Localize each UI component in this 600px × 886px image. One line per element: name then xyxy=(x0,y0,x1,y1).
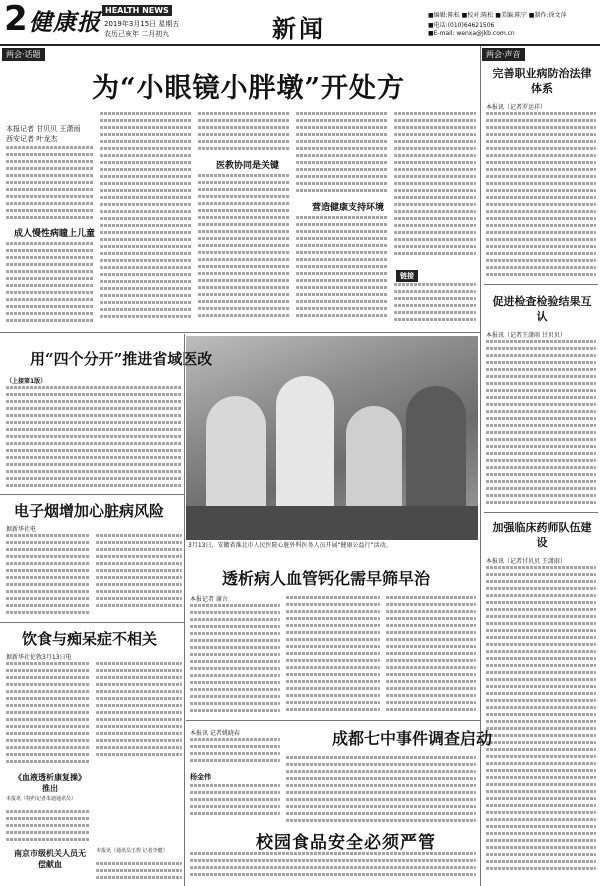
subhead-1: 成人慢性病瞳上儿童 xyxy=(14,229,96,239)
ecig-byline: 据新华社电 xyxy=(6,526,37,533)
page-number: 2 xyxy=(4,0,28,39)
dialysis-byline: 本报记者 谢言 xyxy=(190,596,228,603)
opinion-byline: 杨金伟 xyxy=(190,773,211,781)
newspaper-logo: 健康报 xyxy=(29,9,101,36)
contact-phone: ■电话:(010)64621506 xyxy=(428,22,495,29)
right-rule-2 xyxy=(484,512,598,513)
section-title: 新闻 xyxy=(272,14,326,43)
right-article-1-title: 完善职业病防治法律体系 xyxy=(492,67,592,95)
link-box-label: 链接 xyxy=(396,270,418,282)
main-byline-2: 西安记者 叶龙杰 xyxy=(6,135,58,143)
nanjing-body xyxy=(96,862,182,884)
ecig-title: 电子烟增加心脏病风险 xyxy=(14,502,165,520)
main-headline: 为“小眼镜小胖墩”开处方 xyxy=(92,73,406,104)
dialysis-body-2 xyxy=(286,596,380,716)
right-column-rule xyxy=(480,46,481,886)
rule-four-separation xyxy=(0,494,184,495)
right-article-3-title: 加强临床药师队伍建设 xyxy=(492,521,592,549)
section-tag-right: 两会·声音 xyxy=(482,48,525,61)
chengdu-body-right xyxy=(286,756,476,826)
subhead-2: 医教协同是关键 xyxy=(216,161,280,171)
book-body xyxy=(6,810,90,850)
news-photo xyxy=(186,336,478,540)
diet-byline: 据新华社伦敦3月13日电 xyxy=(6,654,72,661)
school-food-body xyxy=(190,852,476,884)
left-column-rule xyxy=(184,334,185,886)
dialysis-body-3 xyxy=(386,596,476,716)
link-box-text xyxy=(394,283,476,327)
rule-dialysis xyxy=(186,720,480,721)
book-title: 《血液透析康复操》推出 xyxy=(14,772,86,793)
contact-editors: ■编辑:陈松 ■校对:陈松 ■美编:陈宁 ■制作:徐文萍 xyxy=(428,12,567,19)
right-article-1-byline: 本报讯（记者罗运祥） xyxy=(486,104,547,111)
right-article-3-byline: 本报讯（记者甘贝贝 王潇雨） xyxy=(486,558,566,565)
school-food-title: 校园食品安全必须严管 xyxy=(256,833,436,853)
nanjing-title: 南京市级机关人员无偿献血 xyxy=(14,848,86,869)
right-article-2-title: 促进检查检验结果互认 xyxy=(492,295,592,323)
dialysis-body-1 xyxy=(190,604,280,716)
main-article-col-5 xyxy=(394,112,476,262)
main-article-col-4 xyxy=(296,112,388,326)
ecig-body-left xyxy=(6,534,90,618)
right-article-2-byline: 本报讯（记者王潇雨 甘贝贝） xyxy=(486,332,566,339)
newspaper-logo-en: HEALTH NEWS xyxy=(102,5,172,16)
subhead-3: 营造健康支持环境 xyxy=(312,203,385,213)
nanjing-byline: 本报讯（通讯员王煜 记者李健） xyxy=(96,848,168,854)
photo-caption: 3月13日，安徽省淮北市人民医院心脏外科医务人员开展“健康公益行”活动。 xyxy=(188,542,392,549)
four-separation-lead: （上接第1版） xyxy=(6,378,47,385)
issue-date: 2019年3月15日 星期五 xyxy=(104,20,180,28)
opinion-body xyxy=(190,784,280,824)
main-article-col-2 xyxy=(100,112,192,326)
main-article-col-3 xyxy=(198,112,290,326)
right-article-2-body xyxy=(486,340,596,508)
masthead-rule xyxy=(0,44,600,46)
masthead xyxy=(0,0,600,46)
contact-email: ■E-mail: wenxa@jkb.com.cn xyxy=(428,30,515,37)
diet-body-left xyxy=(6,662,90,768)
right-rule-1 xyxy=(484,284,598,285)
book-byline: 本报讯（特约记者朱迪通讯员） xyxy=(6,796,77,802)
main-byline: 本报记者 甘贝贝 王潇雨 xyxy=(6,125,81,133)
chengdu-title: 成都七中事件调查启动 xyxy=(332,729,493,748)
right-article-3-body xyxy=(486,566,596,882)
chengdu-body-left xyxy=(190,738,280,766)
diet-body-right xyxy=(96,662,182,768)
lunar-date: 农历己亥年 二月初九 xyxy=(104,30,170,38)
right-article-1-body xyxy=(486,112,596,280)
rule-below-headline-article xyxy=(0,332,480,333)
diet-title: 饮食与痴呆症不相关 xyxy=(22,630,158,648)
ecig-body-right xyxy=(96,534,182,618)
section-tag-left: 两会·话题 xyxy=(2,48,45,61)
chengdu-byline: 本报讯 记者姚晓春 xyxy=(190,730,240,737)
four-separation-body xyxy=(6,386,182,490)
dialysis-title: 透析病人血管钙化需早筛早治 xyxy=(222,569,431,588)
four-separation-title: 用“四个分开”推进省域医改 xyxy=(30,350,213,368)
rule-ecig xyxy=(0,622,184,623)
